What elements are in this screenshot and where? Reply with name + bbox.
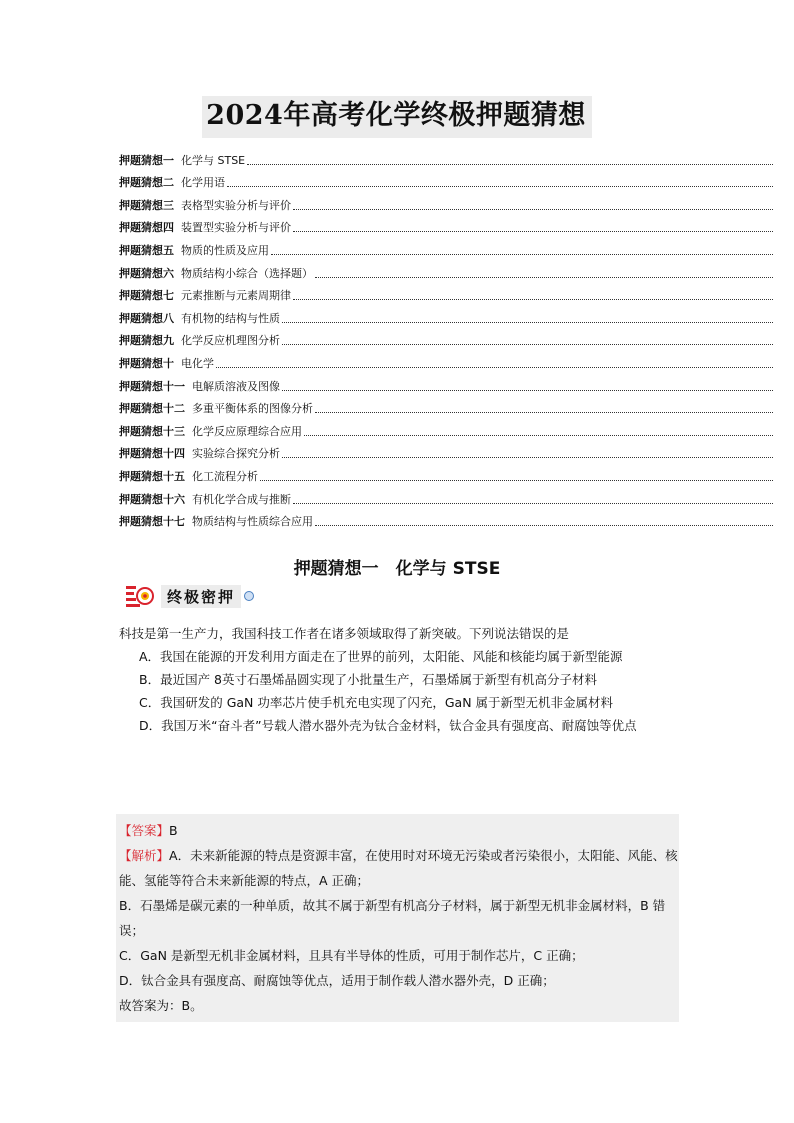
answer-value: B <box>169 823 178 838</box>
table-of-contents <box>119 145 773 529</box>
answer-label: 【答案】 <box>119 823 170 838</box>
answer-box <box>116 814 679 1022</box>
section-badge <box>125 582 254 610</box>
document-title: 2024年高考化学终极押题猜想 <box>202 96 592 138</box>
question-stem: 科技是第一生产力，我国科技工作者在诸多领域取得了新突破。下列说法错误的是 <box>119 626 570 641</box>
toc-entry[interactable]: 押题猜想十二 多重平衡体系的图像分析 <box>119 394 773 417</box>
option-d: D．我国万米“奋斗者”号载人潜水器外壳为钛合金材料，钛合金具有强度高、耐腐蚀等优点 <box>139 718 637 733</box>
badge-label: 终极密押 <box>161 585 241 608</box>
toc-entry[interactable]: 押题猜想十五 化工流程分析 <box>119 461 773 484</box>
option-b: B．最近国产 8英寸石墨烯晶圆实现了小批量生产，石墨烯属于新型有机高分子材料 <box>139 672 598 687</box>
option-c: C．我国研发的 GaN 功率芯片使手机充电实现了闪充，GaN 属于新型无机非金属材料 <box>139 695 614 710</box>
toc-entry[interactable]: 押题猜想十 电化学 <box>119 348 773 371</box>
toc-entry[interactable]: 押题猜想一 化学与 STSE <box>119 145 773 168</box>
toc-entry[interactable]: 押题猜想十四 实验综合探究分析 <box>119 439 773 462</box>
toc-entry[interactable]: 押题猜想十六 有机化学合成与推断 <box>119 484 773 507</box>
toc-entry[interactable]: 押题猜想三 表格型实验分析与评价 <box>119 190 773 213</box>
analysis-line: D．钛合金具有强度高、耐腐蚀等优点，适用于制作载人潜水器外壳，D 正确； <box>119 973 555 988</box>
toc-entry[interactable]: 押题猜想五 物质的性质及应用 <box>119 235 773 258</box>
badge-dot-icon <box>244 591 254 601</box>
toc-entry[interactable]: 押题猜想十七 物质结构与性质综合应用 <box>119 507 773 530</box>
analysis-line: C．GaN 是新型无机非金属材料，且具有半导体的性质，可用于制作芯片，C 正确； <box>119 948 584 963</box>
option-a: A．我国在能源的开发利用方面走在了世界的前列，太阳能、风能和核能均属于新型能源 <box>139 649 623 664</box>
target-icon <box>125 582 157 610</box>
analysis-text: A．未来新能源的特点是资源丰富，在使用时对环境无污染或者污染很小，太阳能、风能、核能、氢能等符合未来新能源的特点，A 正确； <box>119 848 678 888</box>
analysis-line: B．石墨烯是碳元素的一种单质，故其不属于新型有机高分子材料，属于新型无机非金属材料，B 错误； <box>119 898 666 938</box>
toc-entry[interactable]: 押题猜想十一 电解质溶液及图像 <box>119 371 773 394</box>
toc-entry[interactable]: 押题猜想十三 化学反应原理综合应用 <box>119 416 773 439</box>
toc-entry[interactable]: 押题猜想八 有机物的结构与性质 <box>119 303 773 326</box>
analysis-label: 【解析】 <box>119 848 170 863</box>
toc-entry[interactable]: 押题猜想七 元素推断与元素周期律 <box>119 281 773 304</box>
question-block <box>119 622 679 737</box>
analysis-conclusion: 故答案为：B。 <box>119 998 203 1013</box>
section-title: 押题猜想一 化学与 STSE <box>293 559 501 579</box>
toc-entry[interactable]: 押题猜想六 物质结构小综合（选择题） <box>119 258 773 281</box>
toc-entry[interactable]: 押题猜想九 化学反应机理图分析 <box>119 326 773 349</box>
analysis-line <box>119 843 679 893</box>
toc-entry[interactable]: 押题猜想四 装置型实验分析与评价 <box>119 213 773 236</box>
answer-line <box>119 818 679 843</box>
toc-entry[interactable]: 押题猜想二 化学用语 <box>119 168 773 191</box>
